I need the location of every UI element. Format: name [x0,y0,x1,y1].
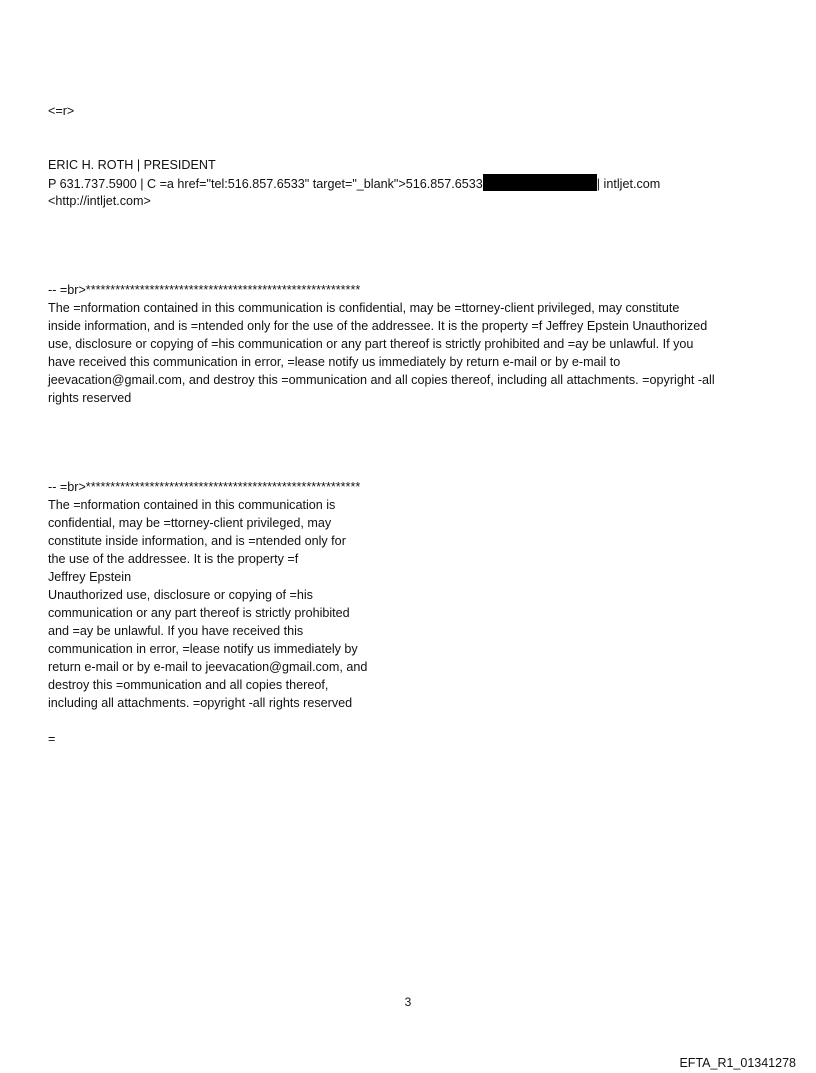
disclaimer-1-line: The =nformation contained in this communication is confidential, may be =ttorney-client privileged, may constitute [48,301,680,315]
disclaimer-2-line: and =ay be unlawful. If you have received this [48,624,304,638]
disclaimer-2-line: including all attachments. =opyright -all rights reserved [48,696,353,710]
signature-phone-line [48,174,660,193]
disclaimer-2-line: constitute inside information, and is =ntended only for [48,534,346,548]
tag-line: <=r> [48,104,75,118]
disclaimer-1-line: jeevacation@gmail.com, and destroy this =ommunication and all copies thereof, including all attachments. =opyright -all [48,373,715,387]
disclaimer-1-line: use, disclosure or copying of =his communication or any part thereof is strictly prohibited and =ay be unlawful. If you [48,337,694,351]
disclaimer-2-separator: -- =br>******************************************************** [48,480,361,494]
disclaimer-2-line: destroy this =ommunication and all copies thereof, [48,678,329,692]
disclaimer-2-line: The =nformation contained in this communication is [48,498,336,512]
disclaimer-2-line: return e-mail or by e-mail to jeevacation@gmail.com, and [48,660,368,674]
disclaimer-2-line: communication or any part thereof is strictly prohibited [48,606,350,620]
disclaimer-1-line: rights reserved [48,391,132,405]
signature-phone: P 631.737.5900 | C =a href="tel:516.857.6533" target="_blank">516.857.6533 [48,177,483,191]
disclaimer-1-line: inside information, and is =ntended only for the use of the addressee. It is the property =f Jeffrey Epstein Unauthorized [48,319,708,333]
disclaimer-2-line: Jeffrey Epstein [48,570,132,584]
signature-site: | intljet.com [596,177,661,191]
trailing-marker: = [48,732,56,746]
disclaimer-1-line: have received this communication in error, =lease notify us immediately by return e-mail or by e-mail to [48,355,621,369]
disclaimer-2-line: the use of the addressee. It is the property =f [48,552,299,566]
disclaimer-2-line: communication in error, =lease notify us immediately by [48,642,358,656]
page-number: 3 [404,995,412,1009]
signature-name: ERIC H. ROTH | PRESIDENT [48,158,216,172]
redaction-box [483,174,597,191]
disclaimer-2-line: confidential, may be =ttorney-client privileged, may [48,516,332,530]
document-id: EFTA_R1_01341278 [679,1056,796,1070]
signature-url: <http://intljet.com> [48,194,151,208]
disclaimer-2-line: Unauthorized use, disclosure or copying of =his [48,588,313,602]
disclaimer-1-separator: -- =br>******************************************************** [48,283,361,297]
